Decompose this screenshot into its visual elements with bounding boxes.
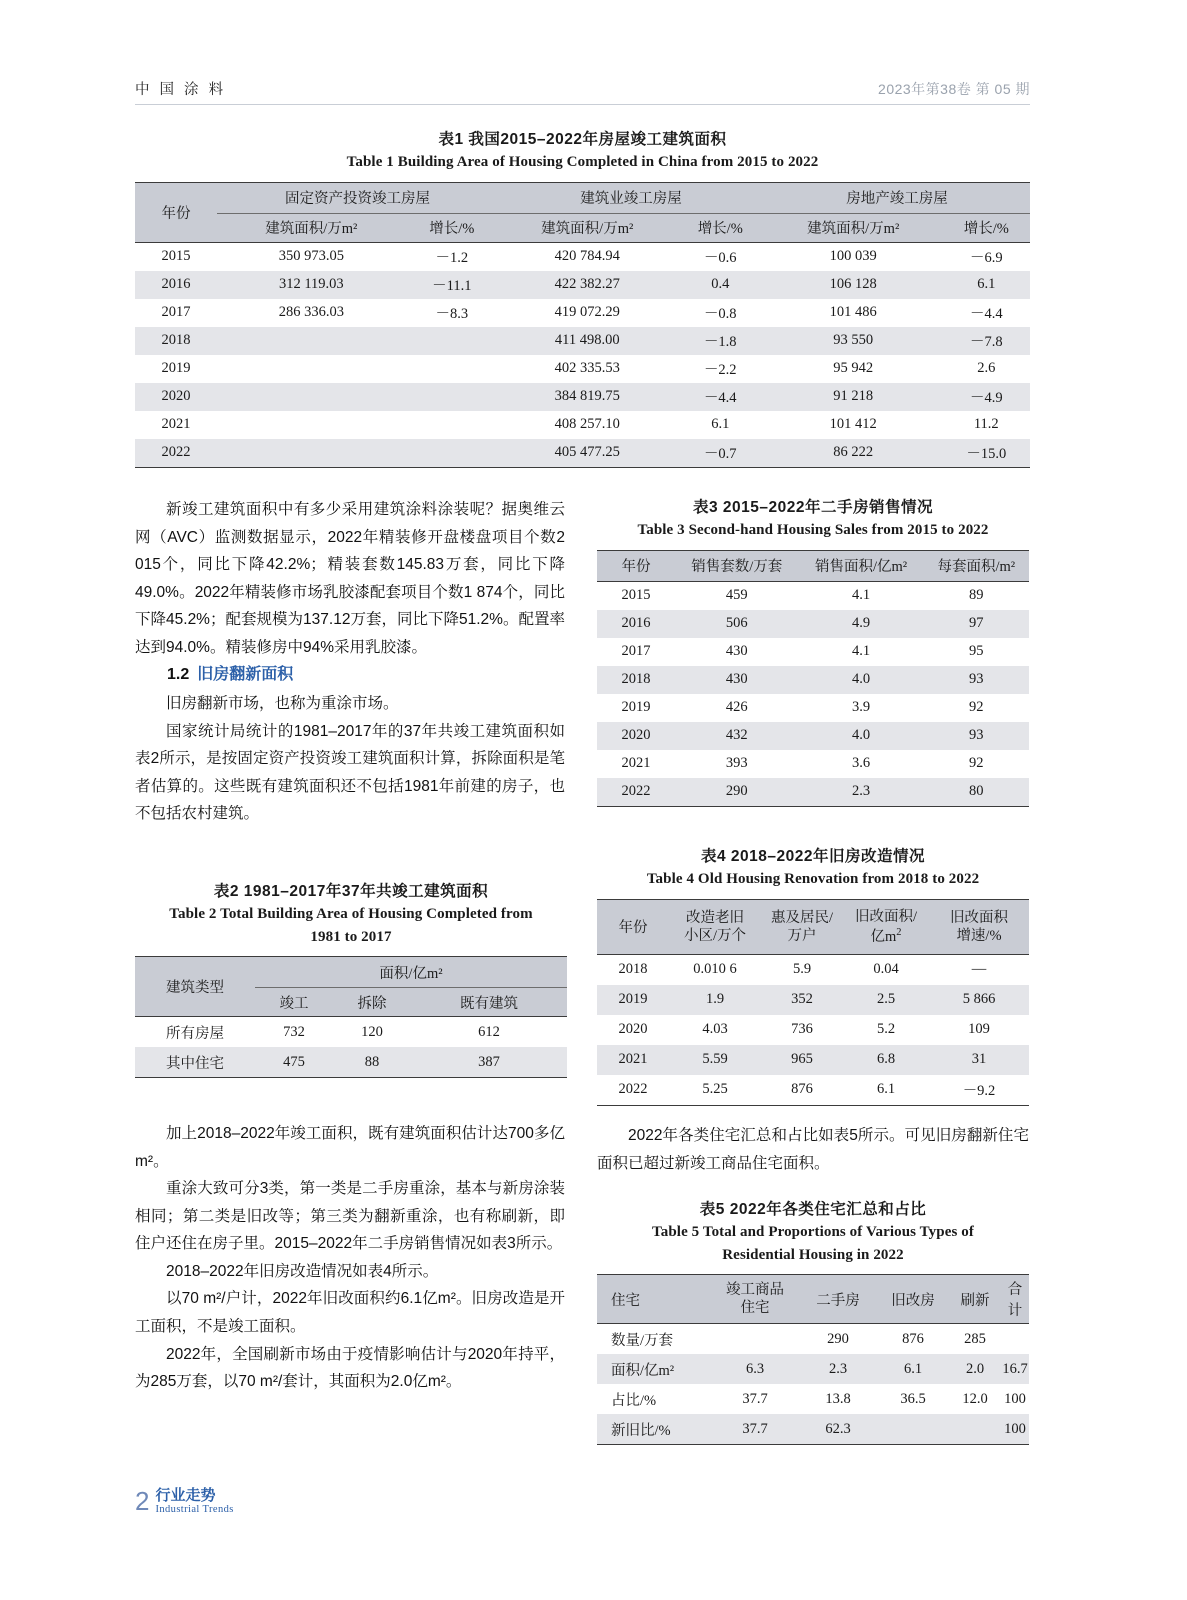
cell: 408 257.10 [554, 416, 620, 433]
table-row [597, 1384, 1029, 1414]
cell: 459 [725, 587, 748, 604]
cell: 100 [1004, 1390, 1026, 1407]
cell: 37.7 [742, 1420, 768, 1437]
paragraph: 加上2018–2022年竣工面积，既有建筑面积估计达700多亿m²。 [135, 1125, 565, 1170]
cell: 3.9 [852, 699, 871, 716]
cell: －1.8 [703, 334, 737, 351]
table-1 [135, 182, 1030, 468]
table-row [597, 985, 1029, 1015]
table-row [597, 954, 1029, 985]
table-1-header-year: 年份 [135, 182, 217, 242]
table-row [597, 1015, 1029, 1045]
table-1-caption [135, 128, 1030, 174]
cell [406, 327, 498, 355]
cell: 426 [725, 699, 748, 716]
cell: 422 382.27 [554, 276, 620, 293]
cell: 93 550 [833, 332, 874, 349]
cell: 2018 [621, 671, 651, 688]
cell: 4.0 [852, 671, 871, 688]
table-4-header: 年份 [618, 920, 648, 937]
cell: 419 072.29 [554, 304, 620, 321]
paragraph: 旧房翻新市场，也称为重涂市场。 [166, 694, 399, 712]
cell: －15.0 [966, 446, 1007, 463]
cell [217, 355, 406, 383]
cell: 6.1 [903, 1360, 923, 1377]
table-3-header: 每套面积/m² [937, 559, 1016, 576]
cell: 4.1 [852, 643, 871, 660]
cell: 2021 [618, 1051, 648, 1068]
table-1-subheader: 增长/% [697, 221, 743, 238]
cell: 432 [725, 727, 748, 744]
table-row [597, 722, 1029, 750]
table-row [135, 271, 1030, 299]
cell: 393 [725, 755, 748, 772]
table-row [597, 1324, 1029, 1355]
cell: 0.010 6 [693, 961, 737, 978]
table-row [597, 1414, 1029, 1445]
table-row [597, 610, 1029, 638]
cell: 285 [964, 1330, 986, 1347]
table-row [135, 1047, 567, 1078]
table-1-subheader: 增长/% [429, 221, 475, 238]
cell: 120 [361, 1023, 383, 1040]
cell: 95 [969, 643, 984, 660]
table-2-block [135, 880, 567, 1078]
cell: 92 [969, 755, 984, 772]
cell: 其中住宅 [166, 1055, 224, 1072]
table-5-caption [597, 1198, 1029, 1266]
table-row [135, 383, 1030, 411]
cell: 965 [791, 1051, 813, 1068]
table-4-caption [597, 845, 1029, 891]
table-1-group-construction: 建筑业竣工房屋 [498, 182, 764, 213]
table-row [135, 182, 1030, 213]
table-row [597, 1354, 1029, 1384]
table-4 [597, 899, 1029, 1106]
cell: 2017 [161, 304, 191, 321]
cell: 2022 [161, 444, 191, 461]
cell: 11.2 [973, 416, 999, 433]
cell [711, 1324, 799, 1355]
cell: 3.6 [852, 755, 871, 772]
cell [406, 355, 498, 383]
cell: 101 412 [829, 416, 877, 433]
cell: 876 [791, 1081, 813, 1098]
cell: 6.1 [711, 416, 730, 433]
cell: －0.7 [703, 446, 737, 463]
cell: 5.59 [702, 1051, 728, 1068]
cell: －4.4 [703, 390, 737, 407]
table-row [597, 1075, 1029, 1106]
cell: 0.04 [873, 961, 899, 978]
page-number: 2 [135, 1486, 150, 1516]
cell: 5.2 [876, 1021, 896, 1038]
paragraph: 国家统计局统计的1981–2017年的37年共竣工建筑面积如表2所示，是按固定资产投资竣工建筑面积计算，拆除面积是笔者估算的。这些既有建筑面积还不包括1981年前建的房子，也不包括农村建筑。 [135, 722, 565, 823]
cell: 2015 [161, 248, 191, 265]
right-column-text [597, 1122, 1029, 1177]
cell: 2.3 [852, 783, 871, 800]
cell: －2.2 [703, 362, 737, 379]
cell: 面积/亿m² [611, 1362, 675, 1379]
table-5-title-en2: Residential Housing in 2022 [722, 1246, 904, 1263]
cell: — [971, 961, 987, 978]
cell: 6.8 [876, 1051, 896, 1068]
table-5-header: 二手房 [816, 1292, 860, 1309]
cell: 2.0 [965, 1360, 985, 1377]
table-4-title-cn: 表4 2018–2022年旧房改造情况 [700, 848, 925, 865]
table-2-subheader: 拆除 [357, 995, 387, 1012]
cell [406, 411, 498, 439]
table-5 [597, 1274, 1029, 1445]
cell: 612 [478, 1023, 500, 1040]
section-title: 旧房翻新面积 [197, 666, 294, 684]
cell [406, 439, 498, 468]
cell: 62.3 [825, 1420, 851, 1437]
paragraph: 2022年各类住宅汇总和占比如表5所示。可见旧房翻新住宅面积已超过新竣工商品住宅面积。 [597, 1127, 1029, 1172]
cell: 91 218 [833, 388, 874, 405]
cell: 2020 [161, 388, 191, 405]
table-2-title-en2: 1981 to 2017 [310, 928, 392, 945]
table-5-header: 竣工商品 住宅 [726, 1282, 784, 1317]
cell: 88 [364, 1053, 380, 1070]
left-column-text-upper [135, 496, 565, 828]
table-5-header: 住宅 [611, 1292, 640, 1309]
header-divider [135, 104, 1030, 105]
cell: 2017 [621, 643, 651, 660]
cell: 31 [971, 1051, 987, 1068]
page-footer [135, 1486, 234, 1517]
table-3-title-en: Table 3 Second-hand Housing Sales from 2015 to 2022 [637, 522, 989, 539]
footer-section-cn: 行业走势 [155, 1487, 216, 1505]
table-row [597, 581, 1029, 610]
table-1-title-en: Table 1 Building Area of Housing Completed in China from 2015 to 2022 [346, 154, 819, 171]
table-1-subheader: 建筑面积/万m² [265, 221, 358, 238]
cell: 312 119.03 [278, 276, 344, 293]
cell: 2018 [618, 961, 648, 978]
table-row [597, 666, 1029, 694]
cell: 16.7 [1002, 1360, 1028, 1377]
cell: 876 [902, 1330, 924, 1347]
table-5-title-cn: 表5 2022年各类住宅汇总和占比 [699, 1201, 927, 1218]
issue-info: 2023年第38卷 第 05 期 [878, 81, 1030, 97]
cell: 2.5 [876, 991, 896, 1008]
table-1-subheader: 增长/% [963, 221, 1009, 238]
table-3-header: 销售面积/亿m² [814, 559, 908, 576]
cell: 1.9 [705, 991, 725, 1008]
paragraph: 新竣工建筑面积中有多少采用建筑涂料涂装呢？据奥维云网（AVC）监测数据显示，2022年精装修开盘楼盘项目个数2 015个，同比下降42.2%；精装套数145.83万套，同比下降49.0%。2022年精装修市场乳胶漆配套项目个数1 874个，同比下降45.2%；配套规模为137.12万套，同比下降51.2%。配置率达到94.0%。精装修房中94%采用乳胶漆。 [135, 501, 565, 656]
table-1-subheader: 建筑面积/万m² [807, 221, 900, 238]
table-1-subheader: 建筑面积/万m² [541, 221, 634, 238]
cell: 736 [791, 1021, 813, 1038]
table-row [135, 439, 1030, 468]
cell: 2018 [161, 332, 191, 349]
cell: 2016 [161, 276, 191, 293]
table-2-header-area: 面积/亿m² [255, 957, 567, 988]
cell: 430 [725, 671, 748, 688]
cell: 80 [969, 783, 984, 800]
cell: 4.1 [852, 587, 871, 604]
cell: 92 [969, 699, 984, 716]
table-2-subheader: 既有建筑 [460, 995, 518, 1012]
table-5-header: 刷新 [960, 1292, 990, 1309]
cell: 290 [725, 783, 748, 800]
cell: 405 477.25 [554, 444, 620, 461]
cell: 13.8 [825, 1390, 851, 1407]
cell: 106 128 [829, 276, 877, 293]
cell: 2022 [621, 783, 651, 800]
table-1-title-cn: 表1 我国2015–2022年房屋竣工建筑面积 [438, 131, 727, 148]
cell: 2.6 [977, 360, 996, 377]
left-column-text-lower [135, 1120, 565, 1396]
cell: 86 222 [833, 444, 874, 461]
cell: 420 784.94 [554, 248, 620, 265]
cell: 37.7 [742, 1390, 768, 1407]
table-5-block [597, 1198, 1029, 1445]
cell: 100 [1004, 1420, 1026, 1437]
cell [217, 439, 406, 468]
journal-name: 中 国 涂 料 [135, 82, 227, 98]
cell: 2015 [621, 587, 651, 604]
paragraph: 2018–2022年旧房改造情况如表4所示。 [166, 1262, 439, 1280]
cell: 97 [969, 615, 984, 632]
table-row [135, 327, 1030, 355]
cell: 100 039 [829, 248, 877, 265]
cell: 4.0 [852, 727, 871, 744]
table-4-title-en: Table 4 Old Housing Renovation from 2018 to 2022 [646, 871, 980, 888]
section-heading-1-2 [135, 661, 565, 689]
table-4-header: 惠及居民/ 万户 [770, 909, 834, 944]
table-3 [597, 550, 1029, 807]
cell: 5.9 [792, 961, 812, 978]
cell: 2021 [621, 755, 651, 772]
table-row [597, 550, 1029, 581]
table-row [135, 242, 1030, 271]
cell: 732 [283, 1023, 305, 1040]
table-row [597, 778, 1029, 807]
table-3-header: 销售套数/万套 [691, 559, 783, 576]
cell: －8.3 [435, 306, 469, 323]
cell: 350 973.05 [278, 248, 344, 265]
paragraph: 2022年，全国刷新市场由于疫情影响估计与2020年持平，为285万套，以70 m²/套计，其面积为2.0亿m²。 [135, 1345, 565, 1391]
cell: －6.9 [969, 250, 1003, 267]
cell: 2021 [161, 416, 191, 433]
cell: 5.25 [702, 1081, 728, 1098]
table-5-title-en: Table 5 Total and Proportions of Various Types of [652, 1224, 974, 1241]
cell: －0.8 [703, 306, 737, 323]
cell: 475 [283, 1053, 305, 1070]
cell [949, 1414, 1001, 1445]
cell: 93 [969, 727, 984, 744]
table-row [597, 1275, 1029, 1324]
table-row [135, 355, 1030, 383]
cell: 2019 [618, 991, 648, 1008]
table-1-block [135, 128, 1030, 468]
cell: 2016 [621, 615, 651, 632]
cell: 2022 [618, 1081, 648, 1098]
cell: －11.1 [432, 278, 472, 295]
section-number: 1.2 [167, 666, 190, 684]
table-row [597, 1045, 1029, 1075]
cell: 所有房屋 [166, 1025, 224, 1042]
cell: －4.4 [969, 306, 1003, 323]
table-3-caption [597, 496, 1029, 542]
cell: 387 [478, 1053, 500, 1070]
cell: 数量/万套 [611, 1332, 674, 1349]
table-2-caption [135, 880, 567, 948]
cell: 384 819.75 [554, 388, 620, 405]
cell: 430 [725, 643, 748, 660]
cell: 5 866 [962, 991, 996, 1008]
cell: 93 [969, 671, 984, 688]
cell: 4.9 [852, 615, 871, 632]
cell: 89 [969, 587, 984, 604]
cell [1001, 1324, 1029, 1355]
cell: 6.3 [745, 1360, 765, 1377]
cell: 2.3 [828, 1360, 848, 1377]
table-3-block [597, 496, 1029, 807]
table-row [597, 750, 1029, 778]
table-row [597, 638, 1029, 666]
cell [406, 383, 498, 411]
cell: 2020 [618, 1021, 648, 1038]
cell: 101 486 [829, 304, 877, 321]
table-5-header: 旧改房 [891, 1292, 935, 1309]
cell: －9.2 [962, 1083, 996, 1100]
cell: 352 [791, 991, 813, 1008]
running-head [135, 78, 1030, 99]
table-1-group-realestate: 房地产竣工房屋 [764, 182, 1030, 213]
cell: －4.9 [969, 390, 1003, 407]
cell: 0.4 [711, 276, 730, 293]
cell: 286 336.03 [278, 304, 344, 321]
paragraph: 以70 m²/户计，2022年旧改面积约6.1亿m²。旧房改造是开工面积，不是竣工面积。 [135, 1290, 565, 1336]
table-2-title-en: Table 2 Total Building Area of Housing Completed from [169, 906, 533, 923]
table-row [135, 299, 1030, 327]
cell: 新旧比/% [611, 1422, 671, 1439]
cell [877, 1414, 949, 1445]
cell [217, 383, 406, 411]
cell: 402 335.53 [554, 360, 620, 377]
cell [217, 327, 406, 355]
table-3-header: 年份 [621, 559, 651, 576]
cell: 36.5 [900, 1390, 926, 1407]
cell: 4.03 [702, 1021, 728, 1038]
paragraph: 重涂大致可分3类，第一类是二手房重涂，基本与新房涂装相同；第二类是旧改等；第三类为翻新重涂，也有称刷新，即住户还住在房子里。2015–2022年二手房销售情况如表3所示。 [135, 1180, 565, 1253]
table-row [135, 213, 1030, 242]
cell: 2020 [621, 727, 651, 744]
footer-section-en: Industrial Trends [155, 1503, 234, 1515]
table-2-title-cn: 表2 1981–2017年37年共竣工建筑面积 [213, 883, 489, 900]
cell: 6.1 [977, 276, 996, 293]
cell: 2019 [161, 360, 191, 377]
cell: 12.0 [962, 1390, 988, 1407]
table-3-title-cn: 表3 2015–2022年二手房销售情况 [692, 499, 933, 516]
table-5-header: 合计 [1007, 1282, 1023, 1320]
table-4-block [597, 845, 1029, 1106]
cell: 109 [968, 1021, 990, 1038]
table-4-header: 旧改面积 增速/% [950, 909, 1008, 944]
table-2 [135, 956, 567, 1078]
table-2-subheader: 竣工 [279, 995, 309, 1012]
cell: －0.6 [703, 250, 737, 267]
cell: 506 [725, 615, 748, 632]
cell [217, 411, 406, 439]
cell: 占比/% [611, 1392, 657, 1409]
table-row [135, 957, 567, 988]
cell: －1.2 [435, 250, 469, 267]
cell: －7.8 [969, 334, 1003, 351]
cell: 411 498.00 [554, 332, 620, 349]
table-4-header: 旧改面积/ 亿$m^2$ [854, 908, 918, 945]
table-1-group-fixed-asset: 固定资产投资竣工房屋 [217, 182, 498, 213]
cell: 95 942 [833, 360, 874, 377]
table-row [135, 1017, 567, 1048]
cell: 6.1 [876, 1081, 896, 1098]
cell: 290 [827, 1330, 849, 1347]
table-row [135, 411, 1030, 439]
table-row [597, 899, 1029, 954]
table-row [597, 694, 1029, 722]
table-2-header-type: 建筑类型 [135, 957, 255, 1017]
table-4-header: 改造老旧 小区/万个 [683, 909, 747, 944]
cell: 2019 [621, 699, 651, 716]
